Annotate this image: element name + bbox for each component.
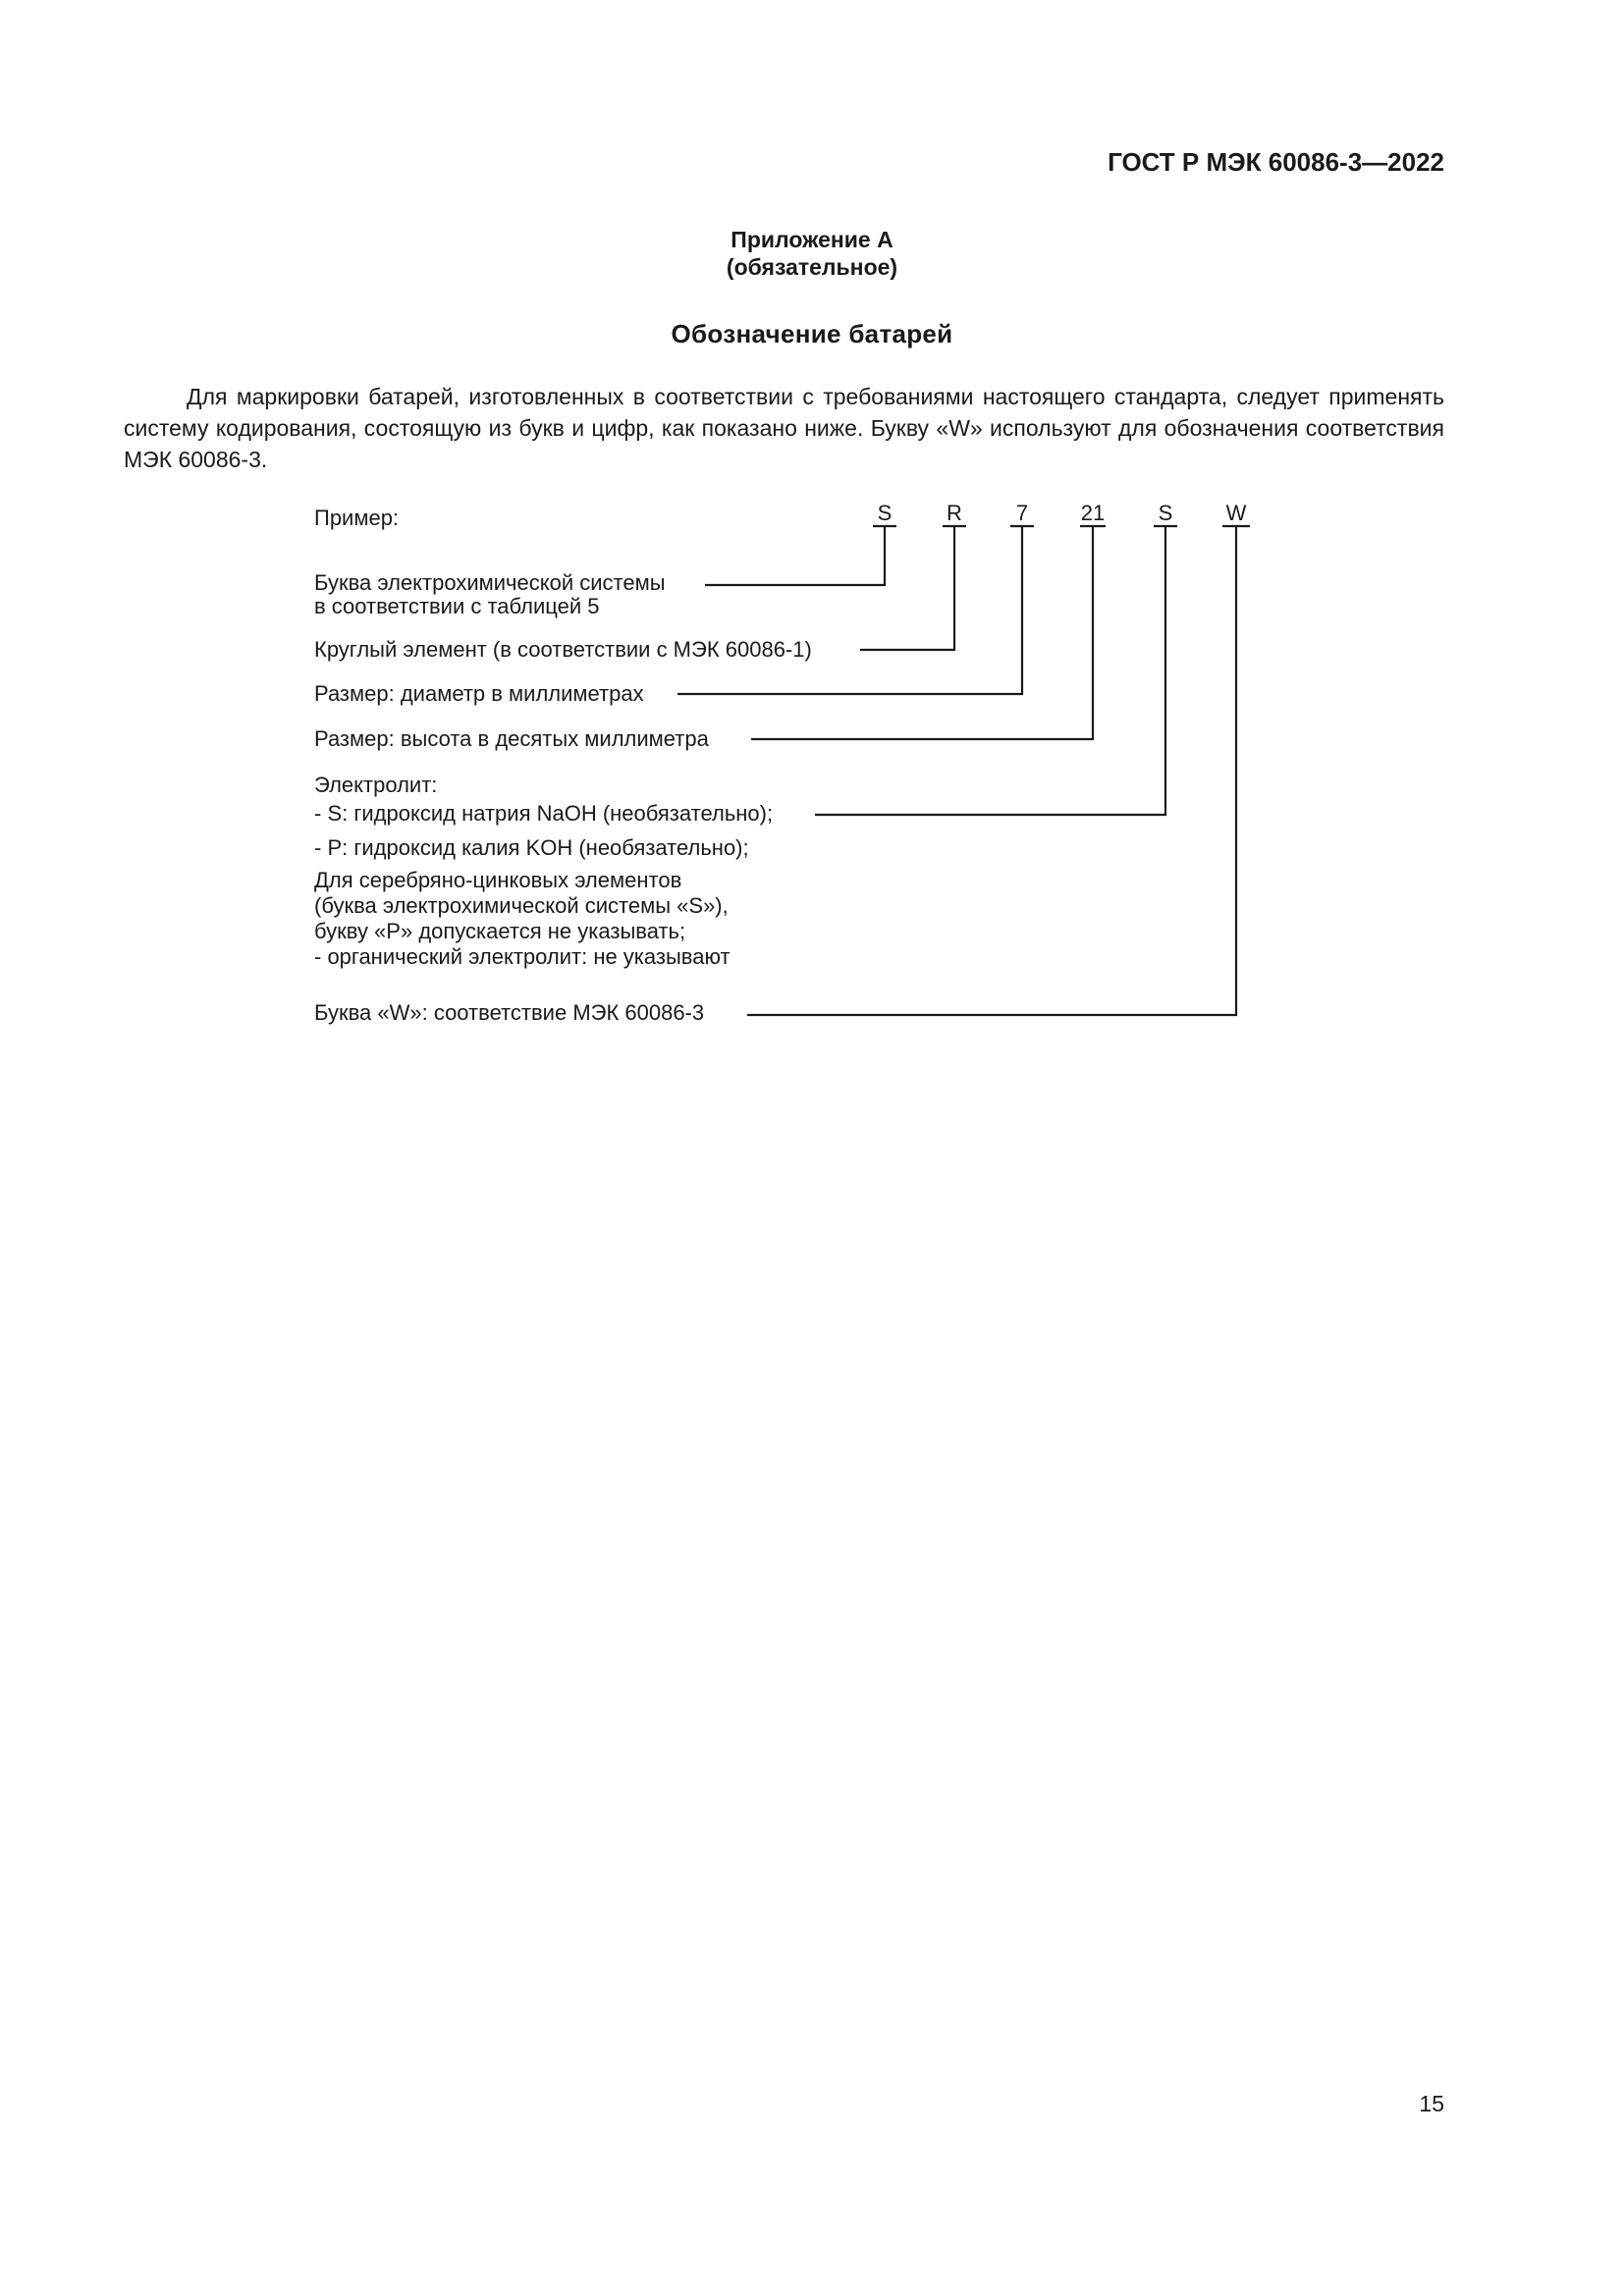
- desc-note-line2: (буква электрохимической системы «S»),: [314, 893, 729, 918]
- desc-system-line1: Буква электрохимической системы: [314, 570, 666, 595]
- leader-w-letter: [747, 526, 1236, 1015]
- desc-note-line4: - органический электролит: не указывают: [314, 944, 731, 969]
- desc-round: Круглый элемент (в соответствии с МЭК 60086-1): [314, 637, 812, 662]
- desc-w-letter: Буква «W»: соответствие МЭК 60086-3: [314, 1000, 705, 1025]
- example-label: Пример:: [314, 506, 400, 530]
- desc-note-line3: букву «P» допускается не указывать;: [314, 919, 686, 943]
- leader-system: [705, 526, 885, 585]
- appendix-status: (обязательное): [726, 254, 898, 280]
- desc-note-line1: Для серебряно-цинковых элементов: [314, 868, 682, 892]
- section-title: Обозначение батарей: [671, 319, 953, 348]
- appendix-title: Приложение А: [731, 227, 893, 252]
- leader-round: [860, 526, 954, 650]
- leader-electrolyte: [815, 526, 1165, 815]
- page-number: 15: [1419, 2091, 1444, 2116]
- code-diameter: 7: [1015, 501, 1029, 525]
- code-letter-system: S: [877, 501, 893, 525]
- desc-electrolyte-p: - P: гидроксид калия KOH (необязательно);: [314, 835, 749, 860]
- code-height: 21: [1080, 501, 1106, 525]
- code-w-letter: W: [1225, 501, 1247, 525]
- leader-height: [751, 526, 1093, 739]
- intro-paragraph: Для маркировки батарей, изготовленных в соответствии с требованиями настоящего стандарта, следует приmенять систему кодирования, состоящую из букв и цифр, как показано ниже. Букву «W» используют для обозначения соответствия МЭК 60086-3.: [124, 384, 1444, 472]
- desc-electrolyte-s: - S: гидроксид натрия NaOH (необязательно);: [314, 801, 774, 826]
- desc-diameter: Размер: диаметр в миллиметрах: [314, 681, 644, 706]
- desc-height: Размер: высота в десятых миллиметра: [314, 726, 709, 751]
- leader-diameter: [677, 526, 1022, 694]
- standard-designation: ГОСТ Р МЭК 60086-3—2022: [1108, 147, 1444, 177]
- code-electrolyte: S: [1158, 501, 1173, 525]
- desc-electrolyte-title: Электролит:: [314, 773, 438, 797]
- desc-system-line2: в соответствии с таблицей 5: [314, 594, 600, 618]
- code-letter-shape: R: [947, 501, 962, 525]
